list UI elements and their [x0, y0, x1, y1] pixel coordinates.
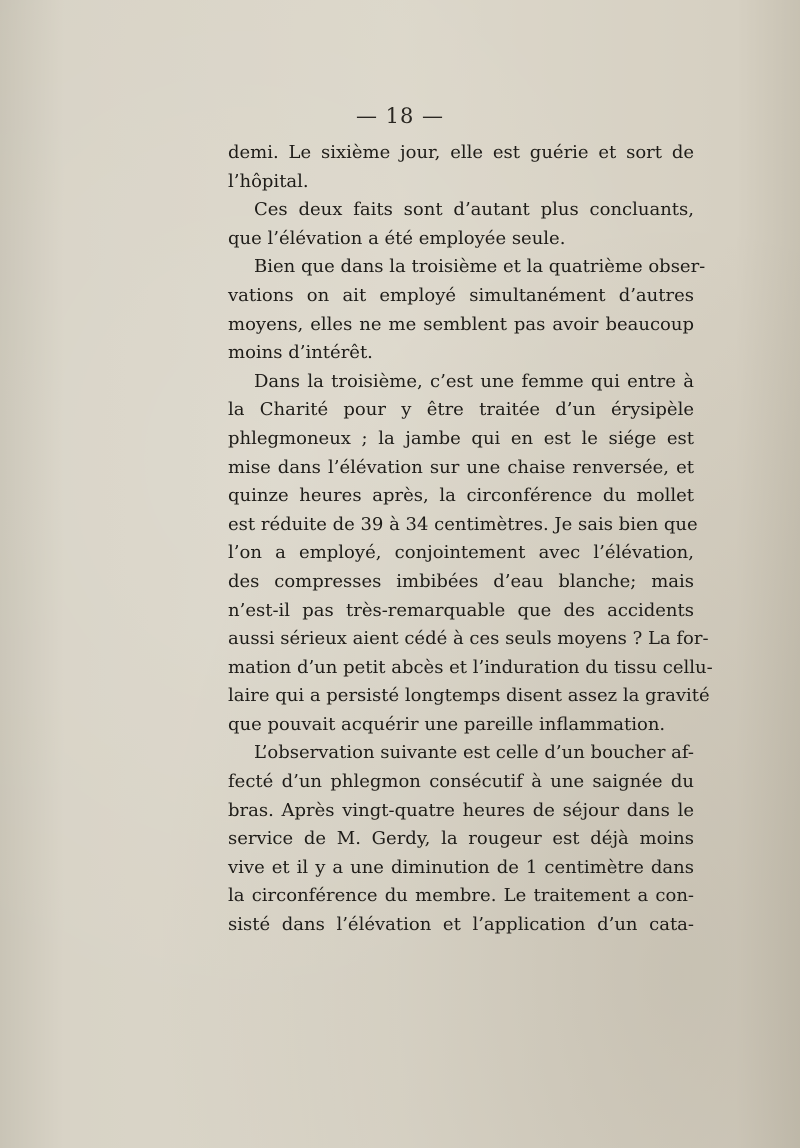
text-line: Dans la troisième, c’est une femme qui entre à [254, 370, 694, 392]
text-line: vations on ait employé simultanément d’autres [228, 284, 694, 306]
text-line: quinze heures après, la circonférence du mollet [228, 485, 694, 507]
text-line: est réduite de 39 à 34 centimètres. Je sais bien que [228, 513, 698, 535]
text-line: mise dans l’élévation sur une chaise renversée, et [228, 456, 694, 478]
text-line: la circonférence du membre. Le traitement a con- [228, 885, 694, 907]
text-line: fecté d’un phlegmon consécutif à une saignée du [228, 771, 694, 793]
text-line: vive et il y a une diminution de 1 centimètre dans [228, 856, 694, 878]
text-line: aussi sérieux aient cédé à ces seuls moyens ? La for- [228, 628, 709, 650]
text-line: que pouvait acquérir une pareille inflammation. [228, 713, 666, 735]
text-line: laire qui a persisté longtemps disent assez la gravité [228, 685, 710, 707]
text-line: l’on a employé, conjointement avec l’élévation, [228, 542, 694, 564]
text-line: l’hôpital. [228, 170, 309, 192]
text-line: moyens, elles ne me semblent pas avoir beaucoup [228, 313, 694, 335]
text-line: n’est-il pas très-remarquable que des accidents [228, 599, 694, 621]
text-line: mation d’un petit abcès et l’induration du tissu cellu- [228, 656, 713, 678]
text-line: Ces deux faits sont d’autant plus concluants, [254, 199, 694, 221]
text-line: la Charité pour y être traitée d’un érysipèle [228, 399, 694, 421]
text-line: que l’élévation a été employée seule. [228, 227, 566, 249]
text-line: des compresses imbibées d’eau blanche; mais [228, 570, 694, 592]
text-line: moins d’intérêt. [228, 342, 373, 364]
body-text [228, 139, 713, 940]
text-line: service de M. Gerdy, la rougeur est déjà moins [228, 828, 694, 850]
text-line: phlegmoneux ; la jambe qui en est le siége est [228, 427, 694, 449]
text-line: bras. Après vingt-quatre heures de séjour dans le [228, 799, 694, 821]
text-line: Bien que dans la troisième et la quatrième obser- [254, 256, 706, 278]
text-line: sisté dans l’élévation et l’application d’un cata- [228, 914, 694, 936]
page-number: — 18 — [355, 104, 445, 128]
text-line: L’observation suivante est celle d’un boucher af- [254, 742, 694, 764]
text-line: demi. Le sixième jour, elle est guérie et sort de [228, 142, 694, 163]
